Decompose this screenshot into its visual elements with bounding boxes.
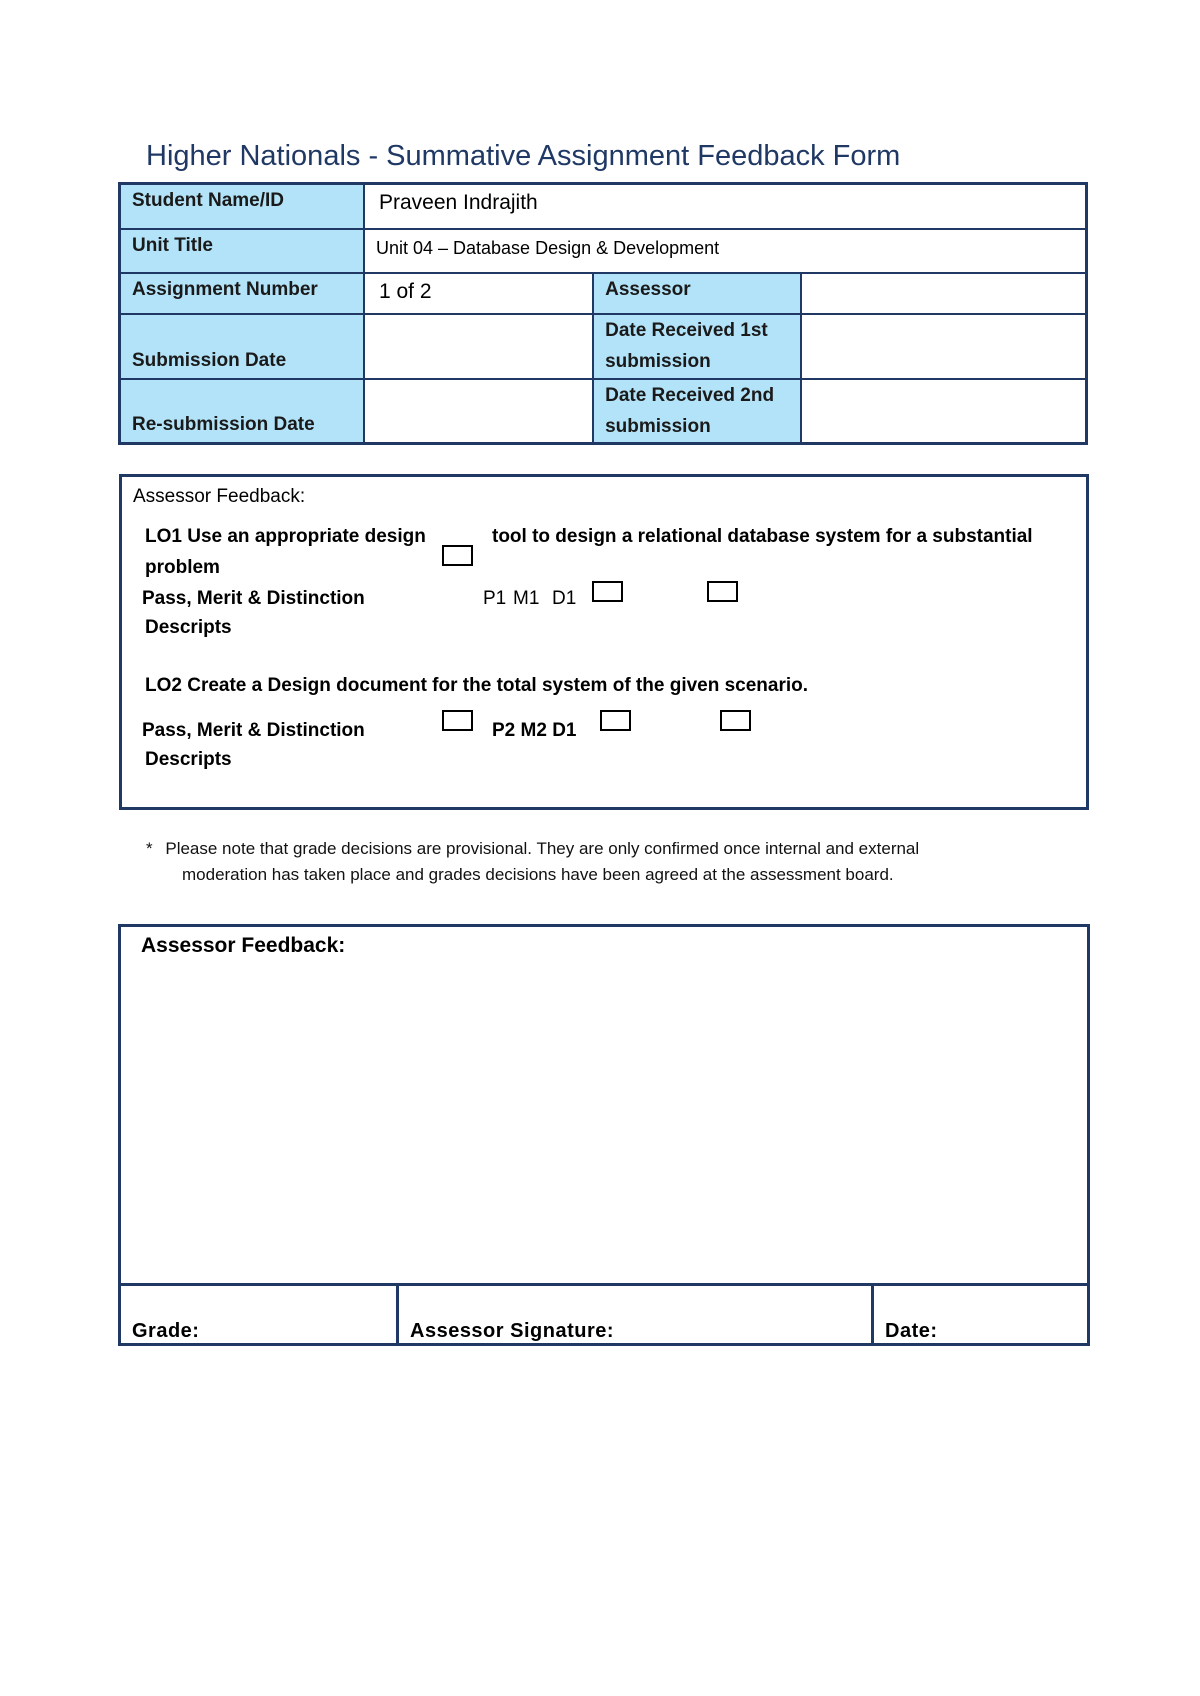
feedback-signoff-row (121, 1283, 1087, 1346)
note-bullet: * (146, 839, 153, 858)
submission-date-value[interactable] (364, 314, 593, 379)
date-received-1st-line2: submission (605, 350, 711, 372)
form-title: Higher Nationals - Summative Assignment Feedback Form (146, 140, 901, 172)
lo2-grades: P2 M2 D1 (492, 720, 577, 741)
date-received-2nd-label (593, 379, 801, 444)
lo2-descripts-line1: Pass, Merit & Distinction (142, 720, 365, 741)
grade-cell[interactable] (121, 1286, 396, 1346)
lo1-title-part2: tool to design a relational database system for a substantial (492, 526, 1033, 547)
date-received-1st-value[interactable] (801, 314, 1087, 379)
assessor-value[interactable] (801, 273, 1087, 314)
note-line2: moderation has taken place and grades decisions have been agreed at the assessment board. (182, 865, 894, 884)
resubmission-date-label: Re-submission Date (120, 379, 364, 444)
date-received-1st-line1: Date Received 1st (605, 319, 768, 341)
assessor-label: Assessor (593, 273, 801, 314)
student-name-label: Student Name/ID (120, 184, 364, 229)
submission-date-label: Submission Date (120, 314, 364, 379)
assignment-number-value[interactable]: 1 of 2 (364, 273, 593, 314)
lo2-title: LO2 Create a Design document for the total system of the given scenario. (145, 675, 809, 696)
lo2-merit-checkbox[interactable] (600, 710, 631, 731)
lo1-descripts-line2: Descripts (145, 617, 232, 638)
lo1-distinction-checkbox[interactable] (707, 581, 738, 602)
lo2-descripts-line2: Descripts (145, 749, 232, 770)
lo2-pass-checkbox[interactable] (442, 710, 473, 731)
provisional-note (146, 836, 919, 862)
lo1-title-part3: problem (145, 557, 220, 578)
resubmission-date-value[interactable] (364, 379, 593, 444)
date-label: Date: (885, 1320, 938, 1342)
date-received-2nd-line2: submission (605, 415, 711, 437)
lo1-grade-p1: P1 (483, 588, 507, 609)
lo-box-heading: Assessor Feedback: (133, 486, 306, 507)
signature-cell[interactable] (399, 1286, 871, 1346)
note-line1: Please note that grade decisions are provisional. They are only confirmed once internal and external (165, 839, 920, 858)
assignment-info-table (118, 182, 1088, 445)
date-received-2nd-value[interactable] (801, 379, 1087, 444)
date-received-2nd-line1: Date Received 2nd (605, 384, 775, 406)
signature-label: Assessor Signature: (410, 1320, 615, 1342)
learning-outcomes-box (119, 474, 1089, 810)
lo1-grade-m1: M1 (513, 588, 540, 609)
grade-label: Grade: (132, 1320, 200, 1342)
lo1-grade-d1: D1 (552, 588, 577, 609)
unit-title-value[interactable]: Unit 04 – Database Design & Development (364, 229, 1087, 273)
feedback-heading: Assessor Feedback: (141, 934, 346, 957)
student-name-value[interactable]: Praveen Indrajith (364, 184, 1087, 229)
assignment-number-label: Assignment Number (120, 273, 364, 314)
unit-title-label: Unit Title (120, 229, 364, 273)
lo1-descripts-line1: Pass, Merit & Distinction (142, 588, 365, 609)
date-cell[interactable] (874, 1286, 1084, 1346)
date-received-1st-label (593, 314, 801, 379)
lo1-checkbox[interactable] (442, 545, 473, 566)
lo2-distinction-checkbox[interactable] (720, 710, 751, 731)
lo1-merit-checkbox[interactable] (592, 581, 623, 602)
assessor-feedback-box (118, 924, 1090, 1346)
lo1-title-part1: LO1 Use an appropriate design (145, 526, 426, 547)
